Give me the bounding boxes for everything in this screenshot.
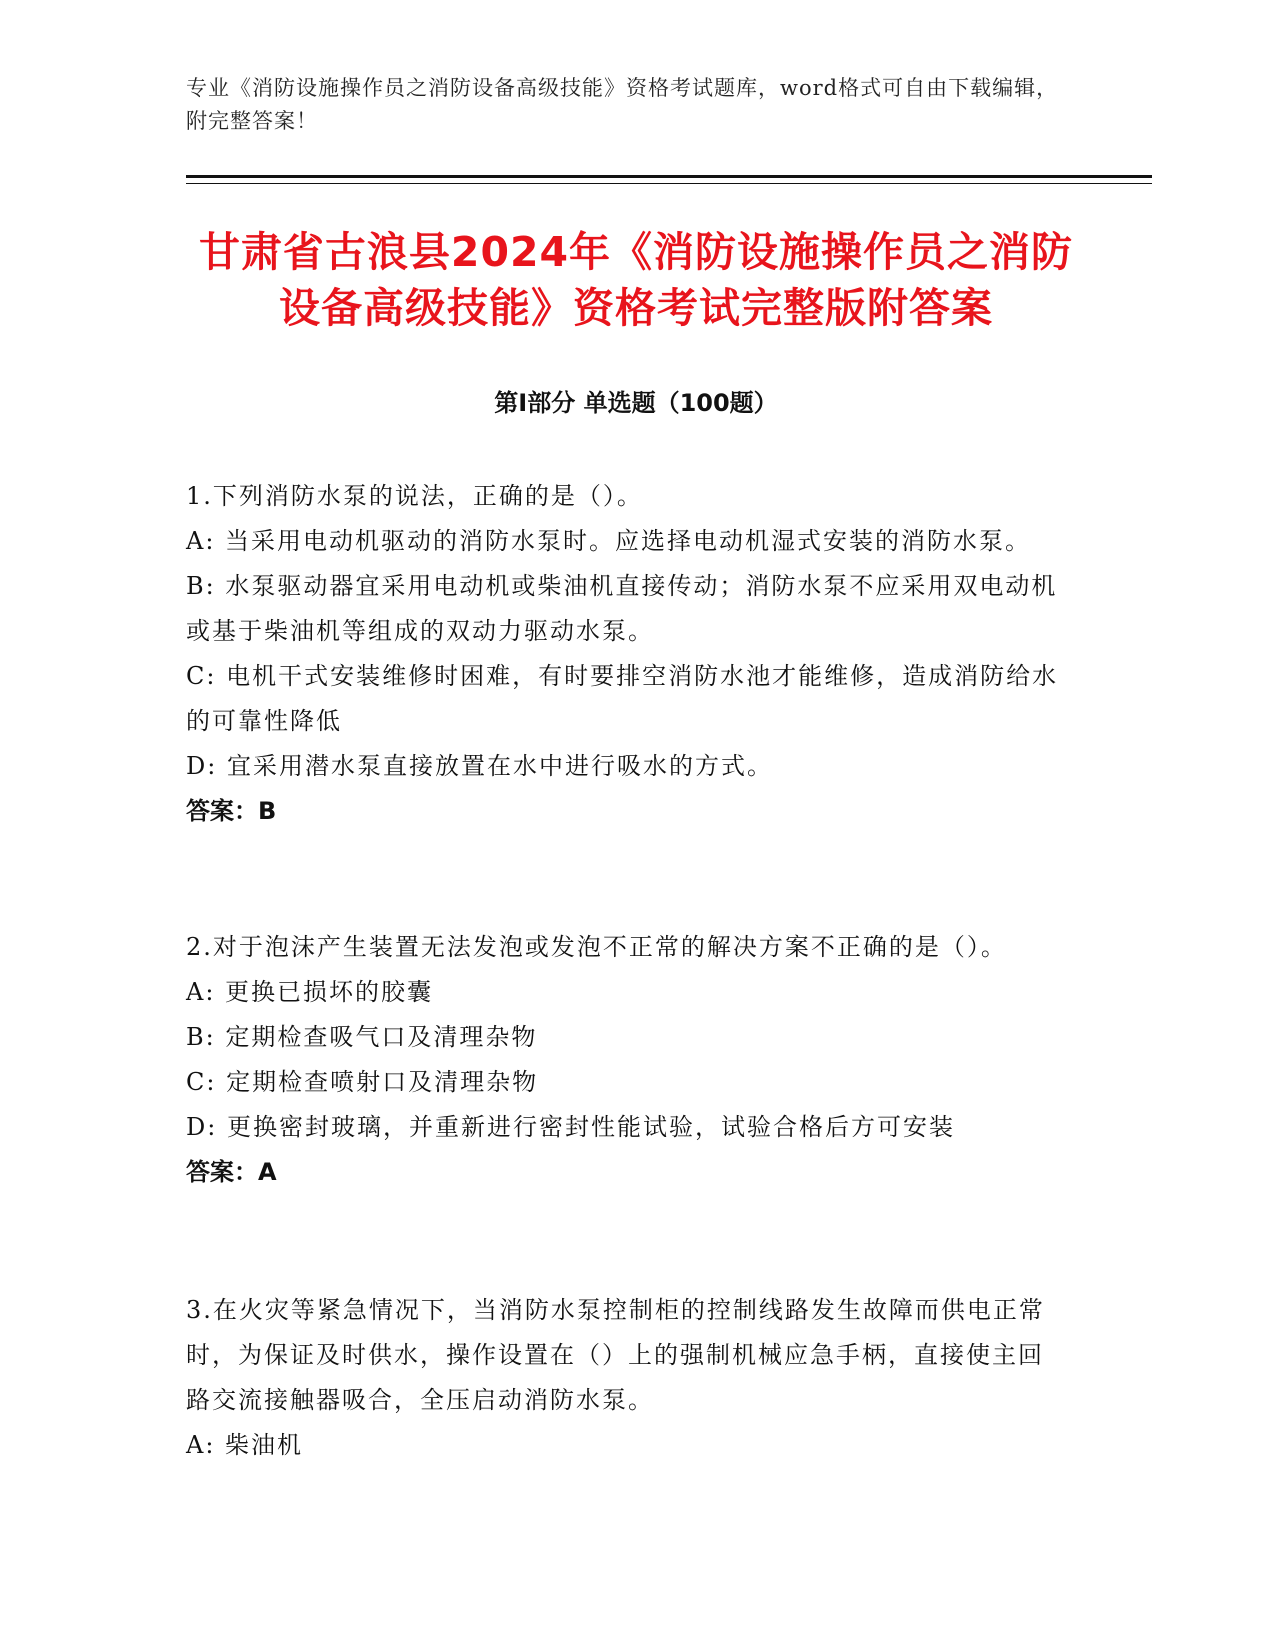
- option-b: B: 定期检查吸气口及清理杂物: [186, 1023, 538, 1051]
- question-stem: 1.下列消防水泵的说法，正确的是（）。: [186, 482, 643, 510]
- question-stem: 2.对于泡沫产生装置无法发泡或发泡不正常的解决方案不正确的是（）。: [186, 933, 1007, 961]
- option-d: D: 更换密封玻璃，并重新进行密封性能试验，试验合格后方可安装: [186, 1113, 955, 1141]
- answer-line: 答案：A: [186, 1158, 277, 1186]
- question-stem: 3.在火灾等紧急情况下，当消防水泵控制柜的控制线路发生故障而供电正常时，为保证及时供水，操作设置在（）上的强制机械应急手柄，直接使主回路交流接触器吸合，全压启动消防水泵。: [186, 1296, 1045, 1414]
- option-c: C: 电机干式安装维修时困难，有时要排空消防水池才能维修，造成消防给水的可靠性降低: [186, 662, 1059, 735]
- option-c: C: 定期检查喷射口及清理杂物: [186, 1068, 539, 1096]
- header-note: 专业《消防设施操作员之消防设备高级技能》资格考试题库，word格式可自由下载编辑，附完整答案！: [186, 76, 1059, 133]
- option-b: B: 水泵驱动器宜采用电动机或柴油机直接传动；消防水泵不应采用双电动机或基于柴油机等组成的双动力驱动水泵。: [186, 572, 1058, 645]
- header-divider-thin: [186, 183, 1152, 184]
- header-divider-thick: [186, 175, 1152, 178]
- option-a: A: 当采用电动机驱动的消防水泵时。应选择电动机湿式安装的消防水泵。: [186, 527, 1032, 555]
- option-a: A: 更换已损坏的胶囊: [186, 978, 434, 1006]
- option-a: A: 柴油机: [186, 1431, 304, 1459]
- question-2: [186, 925, 1066, 1195]
- option-d: D: 宜采用潜水泵直接放置在水中进行吸水的方式。: [186, 752, 773, 780]
- question-3: [186, 1288, 1066, 1468]
- question-1: [186, 474, 1066, 834]
- answer-line: 答案：B: [186, 797, 277, 825]
- document-title: 甘肃省古浪县2024年《消防设施操作员之消防设备高级技能》资格考试完整版附答案: [198, 228, 1074, 332]
- section-heading: 第I部分 单选题（100题）: [494, 389, 778, 417]
